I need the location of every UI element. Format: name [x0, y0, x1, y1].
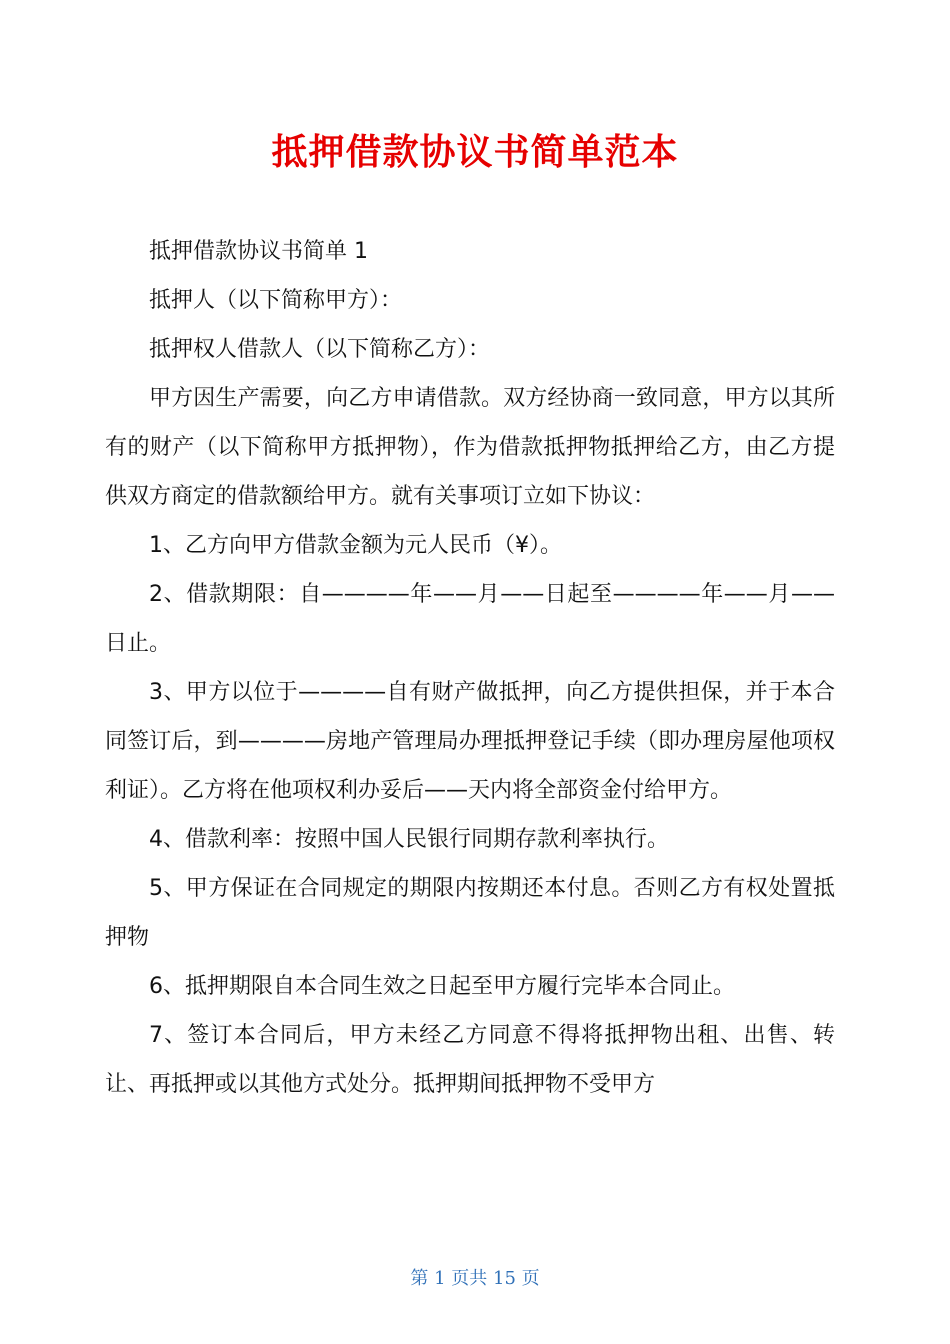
paragraph-mortgagee: 抵押权人借款人（以下简称乙方）： — [149, 337, 491, 362]
document-body — [105, 227, 835, 1109]
paragraph-clause-4: 4、借款利率：按照中国人民银行同期存款利率执行。 — [149, 827, 669, 852]
paragraph-clause-2: 2、借款期限：自————年——月——日起至————年——月——日止。 — [105, 582, 835, 656]
document-title: 抵押借款协议书简单范本 — [271, 132, 679, 174]
paragraph-clause-5: 5、甲方保证在合同规定的期限内按期还本付息。否则乙方有权处置抵押物 — [105, 876, 835, 950]
paragraph-mortgagor: 抵押人（以下简称甲方）： — [149, 288, 403, 313]
paragraph-clause-3: 3、甲方以位于————自有财产做抵押，向乙方提供担保，并于本合同签订后，到————房地产管理局办理抵押登记手续（即办理房屋他项权利证）。乙方将在他项权利办妥后——天内将全部资金付给甲方。 — [105, 680, 835, 803]
paragraph-clause-1: 1、乙方向甲方借款金额为元人民币（¥）。 — [149, 533, 562, 558]
paragraph-clause-7: 7、签订本合同后，甲方未经乙方同意不得将抵押物出租、出售、转让、再抵押或以其他方式处分。抵押期间抵押物不受甲方 — [105, 1023, 835, 1097]
page-number-footer: 第 1 页共 15 页 — [410, 1268, 540, 1289]
paragraph-intro: 甲方因生产需要，向乙方申请借款。双方经协商一致同意，甲方以其所有的财产（以下简称甲方抵押物），作为借款抵押物抵押给乙方，由乙方提供双方商定的借款额给甲方。就有关事项订立如下协议： — [105, 386, 835, 509]
paragraph-clause-6: 6、抵押期限自本合同生效之日起至甲方履行完毕本合同止。 — [149, 974, 735, 999]
paragraph-heading: 抵押借款协议书简单 1 — [149, 239, 368, 264]
